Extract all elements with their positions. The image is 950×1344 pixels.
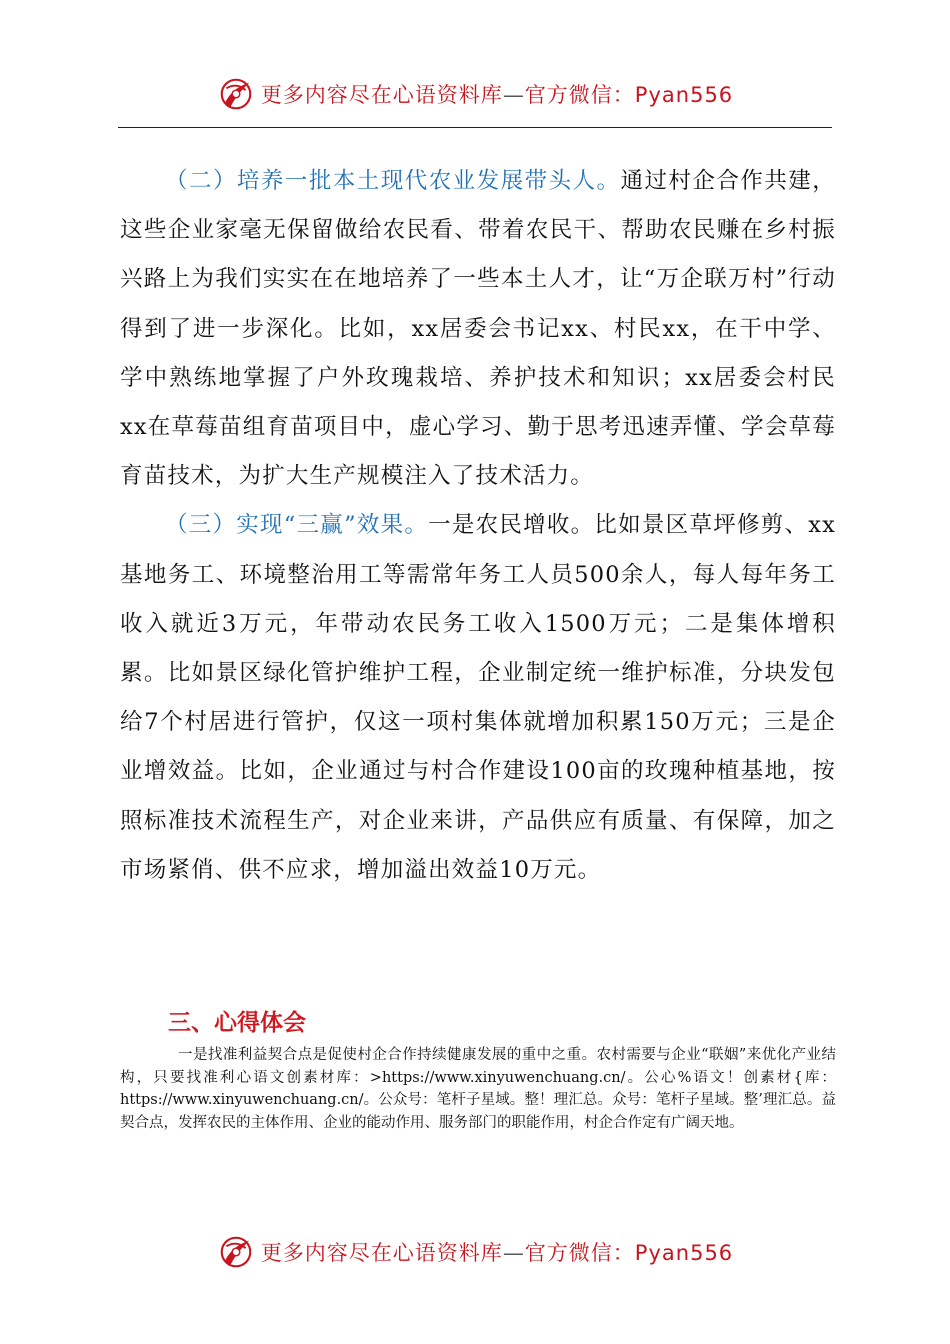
- paragraph-three: [120, 501, 836, 895]
- footer-banner: [0, 1232, 950, 1272]
- section-heading: 三、心得体会: [168, 1010, 306, 1036]
- ribbon-logo-icon: [217, 75, 255, 113]
- banner-title: 更多内容尽在心语资料库: [260, 83, 503, 107]
- banner-title: 更多内容尽在心语资料库: [260, 1241, 503, 1265]
- banner-wechat: 官方微信：Pyan556: [524, 83, 734, 107]
- banner-separator: —: [502, 1241, 525, 1265]
- paragraph-two-lead: （二）培养一批本土现代农业发展带头人。: [165, 168, 621, 194]
- paragraph-three-lead: （三）实现“三赢”效果。: [165, 512, 429, 539]
- header-rule: [118, 127, 832, 128]
- banner-wechat: 官方微信：Pyan556: [524, 1241, 734, 1265]
- banner-text: [261, 79, 733, 109]
- paragraph-two-body: 通过村企合作共建，这些企业家毫无保留做给农民看、带着农民干、帮助农民赚在乡村振兴路上为我们实实在在地培养了一些本土人才，让“万企联万村”行动得到了进一步深化。比如，xx居委会书记xx、村民xx，在干中学、学中熟练地掌握了户外玫瑰栽培、养护技术和知识；xx居委会村民xx在草莓苗组育苗项目中，虚心学习、勤于思考迅速弄懂、学会草莓育苗技术，为扩大生产规模注入了技术活力。: [120, 168, 836, 490]
- document-body: [120, 157, 836, 895]
- small-paragraph: 一是找准利益契合点是促使村企合作持续健康发展的重中之重。农村需要与企业“联姻”来优化产业结构，只要找准利心语文创素材库：>https://www.xinyuwenchuang.cn/。公心%语文！创素材{库：https://www.xinyuwenchuang.cn/。公众号：笔杆子星域。整！理汇总。众号：笔杆子星域。整’理汇总。益契合点，发挥农民的主体作用、企业的能动作用、服务部门的职能作用，村企合作定有广阔天地。: [120, 1047, 836, 1131]
- banner-separator: —: [502, 83, 525, 107]
- ribbon-logo-icon: [217, 1233, 255, 1271]
- banner-text: [261, 1237, 733, 1267]
- header-banner: [0, 74, 950, 114]
- paragraph-two: [120, 157, 836, 501]
- paragraph-three-body: 一是农民增收。比如景区草坪修剪、xx基地务工、环境整治用工等需常年务工人员500余人，每人每年务工收入就近3万元，年带动农民务工收入1500万元；二是集体增积累。比如景区绿化管护维护工程，企业制定统一维护标准，分块发包给7个村居进行管护，仅这一项村集体就增加积累150万元；三是企业增效益。比如，企业通过与村合作建设100亩的玫瑰种植基地，按照标准技术流程生产，对企业来讲，产品供应有质量、有保障，加之市场紧俏、供不应求，增加溢出效益10万元。: [120, 512, 837, 883]
